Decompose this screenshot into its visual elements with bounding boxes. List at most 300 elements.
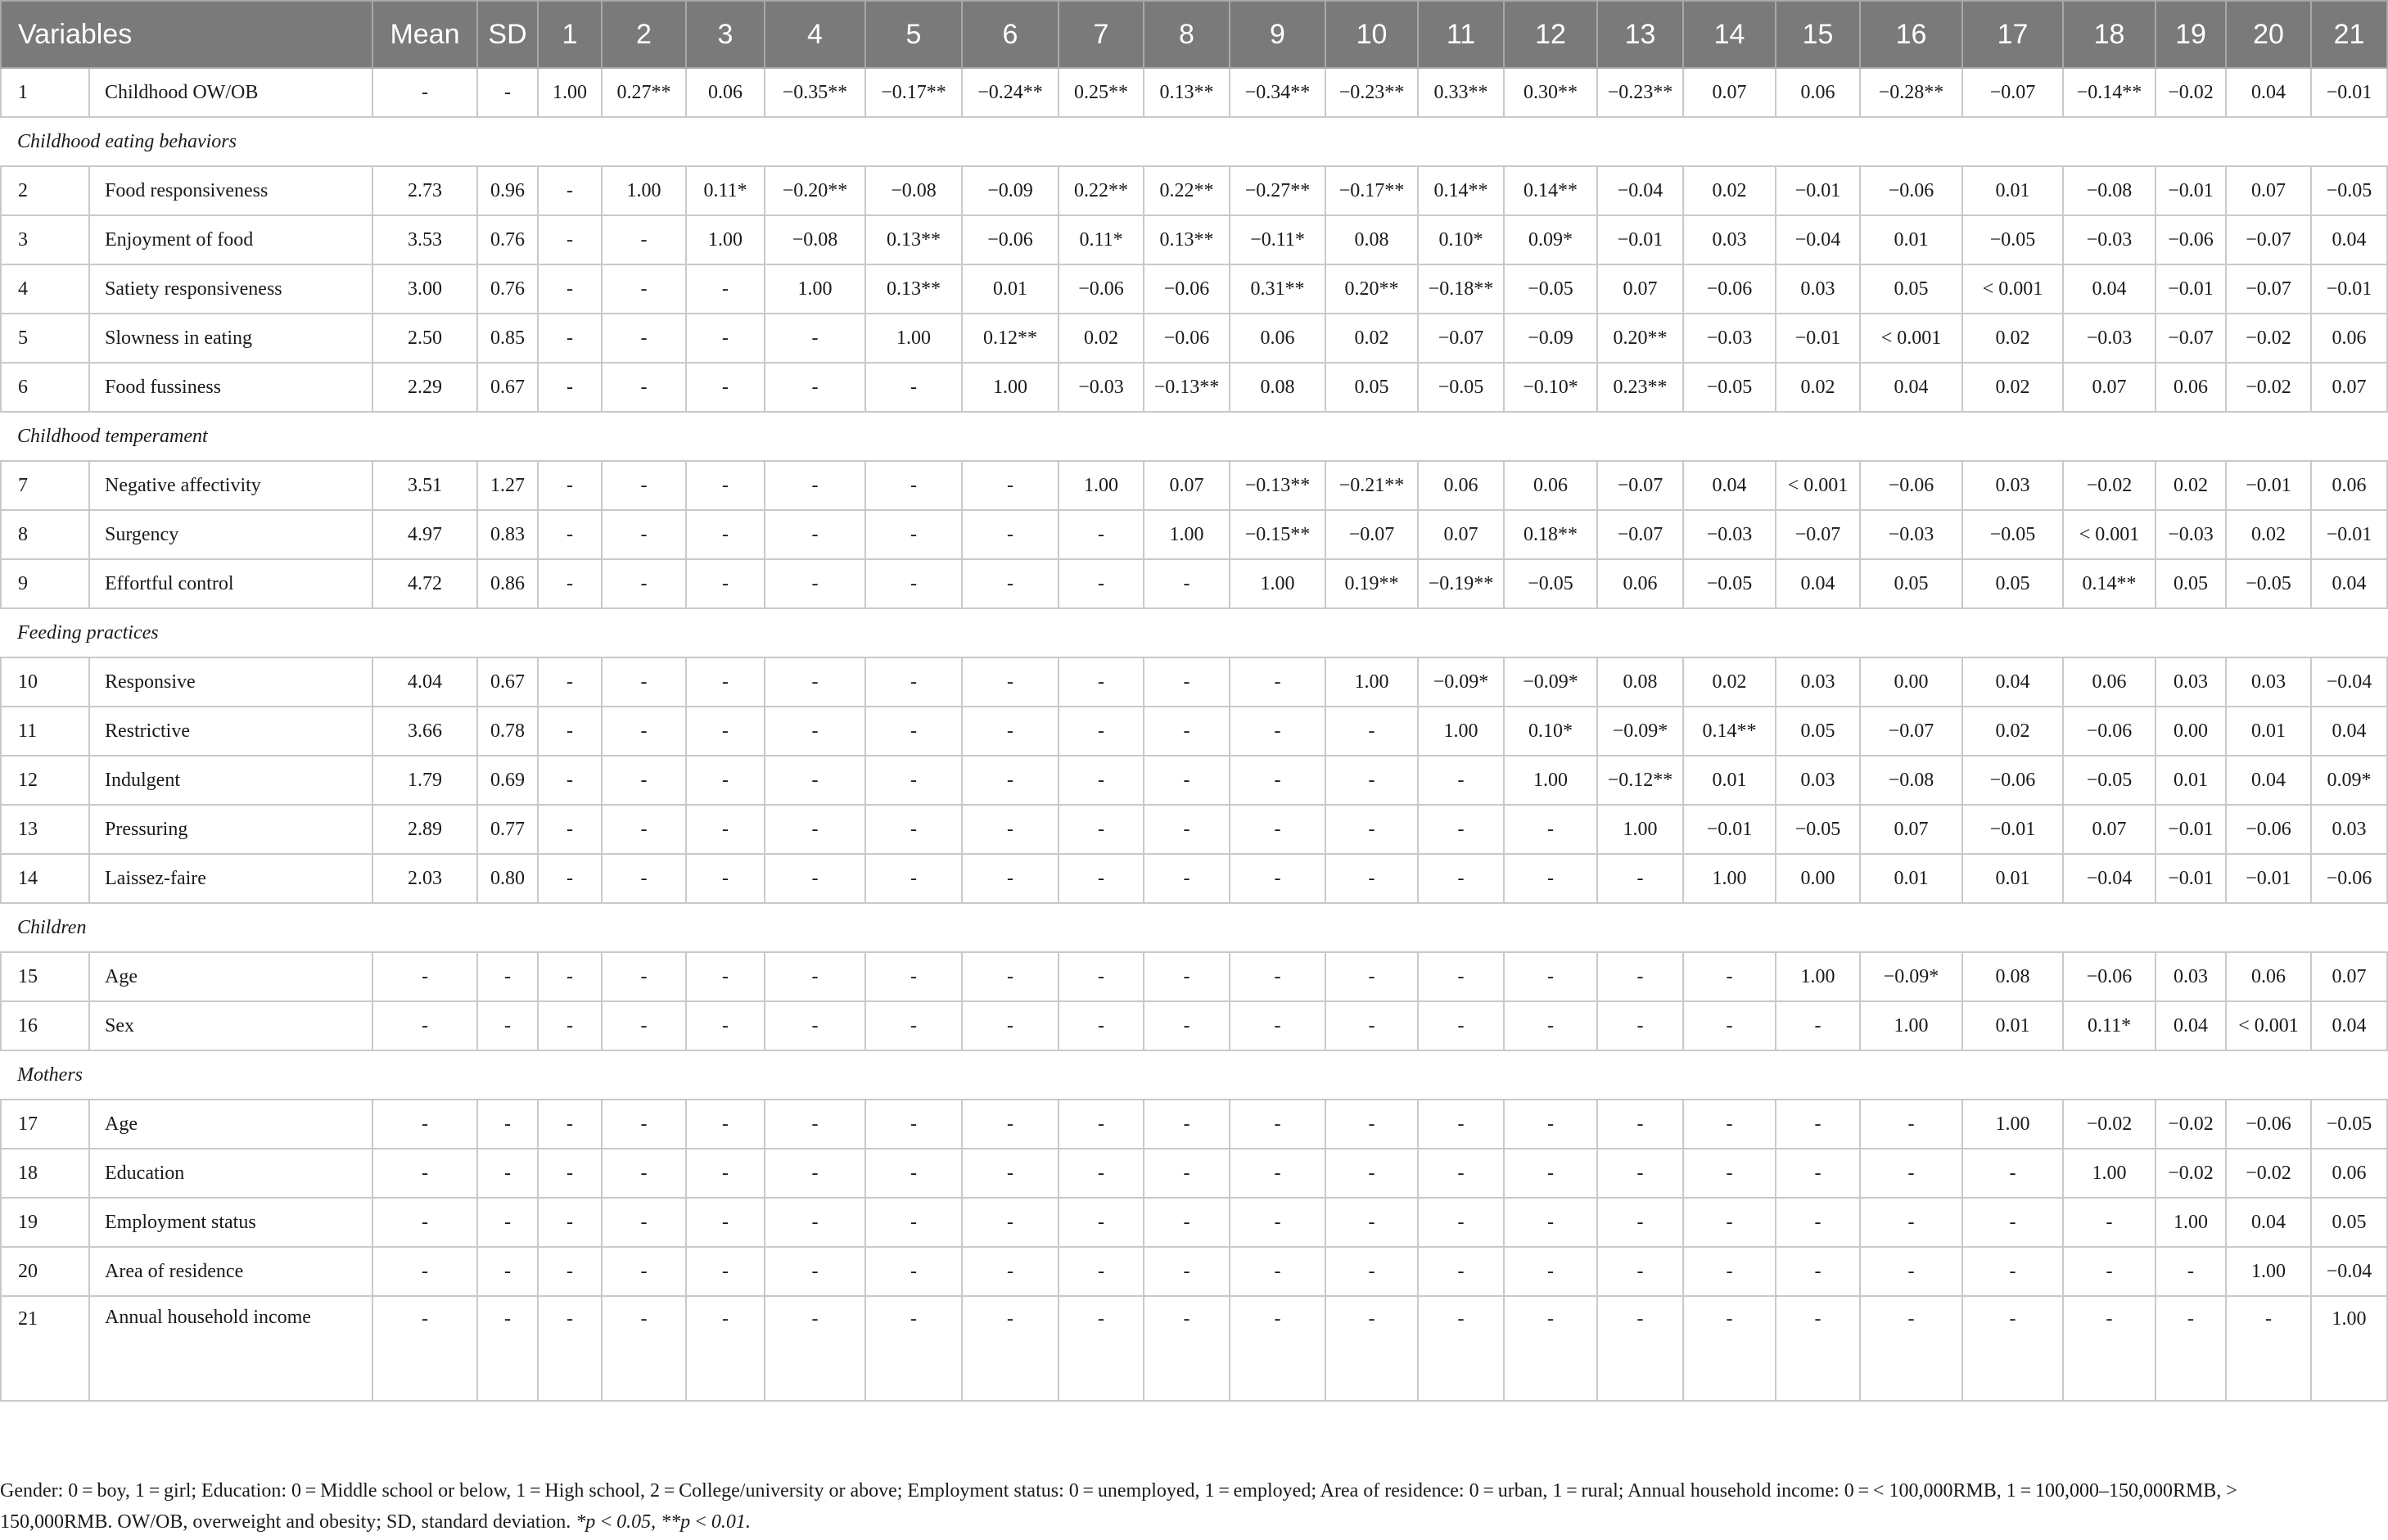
correlation-cell: - [686,1001,765,1050]
table-row [1,215,2387,264]
correlation-cell: - [962,756,1059,805]
sd-cell: 0.80 [477,854,538,903]
correlation-cell: 0.02 [1683,657,1776,707]
row-number: 2 [1,166,89,215]
row-number: 17 [1,1100,89,1149]
header-col-12: 12 [1504,1,1597,68]
table-row [1,1247,2387,1296]
correlation-cell: - [602,1198,686,1247]
correlation-cell: - [538,805,602,854]
header-col-3: 3 [686,1,765,68]
correlation-cell: −0.09 [962,166,1059,215]
correlation-cell: - [1776,1149,1860,1198]
correlation-cell: - [1230,756,1325,805]
header-col-8: 8 [1144,1,1230,68]
correlation-cell: - [1325,1296,1418,1401]
header-row [1,1,2387,68]
correlation-cell: - [1144,657,1230,707]
correlation-cell: 0.04 [2311,215,2387,264]
correlation-cell: - [1325,1247,1418,1296]
correlation-cell: - [1683,952,1776,1001]
correlation-cell: 1.00 [1504,756,1597,805]
correlation-cell: - [1776,1247,1860,1296]
section-heading-row [1,1050,2387,1100]
row-number: 7 [1,461,89,510]
sd-cell: - [477,68,538,117]
correlation-cell: 0.06 [2311,461,2387,510]
correlation-cell: −0.06 [1683,264,1776,314]
correlation-cell: 1.00 [1059,461,1144,510]
correlation-cell: - [1325,1149,1418,1198]
correlation-cell: - [962,854,1059,903]
correlation-cell: - [538,1296,602,1401]
correlation-cell: - [1776,1100,1860,1149]
correlation-cell: - [962,1100,1059,1149]
row-variable-label: Pressuring [89,805,372,854]
correlation-cell: 0.02 [1325,314,1418,363]
correlation-cell: - [1597,1296,1683,1401]
correlation-cell: - [962,510,1059,559]
table-row [1,510,2387,559]
sd-cell: 0.86 [477,559,538,608]
correlation-cell: −0.07 [2226,264,2311,314]
correlation-cell: - [962,657,1059,707]
correlation-cell: < 0.001 [2226,1001,2311,1050]
correlation-cell: −0.07 [1597,461,1683,510]
sd-cell: 0.76 [477,215,538,264]
correlation-cell: - [765,1149,865,1198]
table-row [1,68,2387,117]
correlation-cell: - [1230,657,1325,707]
correlation-cell: −0.01 [2311,68,2387,117]
correlation-cell: - [1418,854,1504,903]
correlation-cell: - [765,1001,865,1050]
correlation-cell: - [765,707,865,756]
correlation-cell: 0.13** [1144,68,1230,117]
row-number: 15 [1,952,89,1001]
correlation-cell: 0.06 [2063,657,2156,707]
correlation-cell: - [765,854,865,903]
row-number: 21 [1,1296,89,1401]
row-variable-label: Sex [89,1001,372,1050]
row-variable-label: Food responsiveness [89,166,372,215]
correlation-cell: - [538,363,602,412]
correlation-cell: 1.00 [1230,559,1325,608]
correlation-cell: - [1418,1100,1504,1149]
correlation-cell: - [1325,756,1418,805]
table-body [1,68,2387,1401]
correlation-cell: 0.01 [962,264,1059,314]
correlation-cell: - [1230,1100,1325,1149]
correlation-cell: - [1144,1247,1230,1296]
mean-cell: 2.29 [372,363,477,412]
correlation-cell: - [865,1247,962,1296]
header-col-20: 20 [2226,1,2311,68]
row-number: 20 [1,1247,89,1296]
correlation-cell: - [1597,1100,1683,1149]
section-heading-row [1,117,2387,166]
correlation-cell: < 0.001 [1962,264,2063,314]
correlation-cell: −0.06 [962,215,1059,264]
correlation-cell: - [1325,1100,1418,1149]
correlation-cell: 0.31** [1230,264,1325,314]
correlation-cell: - [1059,1247,1144,1296]
correlation-cell: 1.00 [962,363,1059,412]
section-heading-row [1,608,2387,657]
correlation-cell: 0.04 [2311,559,2387,608]
correlation-cell: −0.01 [1597,215,1683,264]
correlation-cell: - [1776,1296,1860,1401]
correlation-cell: - [538,1247,602,1296]
correlation-cell: - [602,314,686,363]
correlation-cell: −0.02 [2063,461,2156,510]
table-row [1,1001,2387,1050]
correlation-cell: 0.03 [1776,756,1860,805]
correlation-cell: - [686,952,765,1001]
correlation-cell: - [1860,1247,1962,1296]
correlation-cell: 0.08 [1962,952,2063,1001]
section-heading-row [1,412,2387,461]
correlation-cell: 0.01 [2156,756,2226,805]
correlation-cell: 0.06 [1418,461,1504,510]
correlation-cell: 0.01 [1962,1001,2063,1050]
correlation-cell: 0.11* [1059,215,1144,264]
correlation-cell: 0.13** [865,264,962,314]
correlation-cell: - [1683,1149,1776,1198]
correlation-cell: −0.13** [1230,461,1325,510]
correlation-cell: 0.06 [2156,363,2226,412]
table-row [1,264,2387,314]
mean-cell: 4.04 [372,657,477,707]
correlation-cell: - [765,756,865,805]
correlation-cell: −0.17** [865,68,962,117]
mean-cell: - [372,1100,477,1149]
correlation-cell: −0.06 [1059,264,1144,314]
correlation-cell: 1.00 [1597,805,1683,854]
correlation-cell: - [686,1198,765,1247]
correlation-cell: - [1144,854,1230,903]
correlation-cell: −0.06 [1860,461,1962,510]
correlation-cell: 0.22** [1059,166,1144,215]
correlation-cell: - [1325,1001,1418,1050]
correlation-cell: −0.08 [765,215,865,264]
row-variable-label: Food fussiness [89,363,372,412]
correlation-cell: - [865,461,962,510]
correlation-cell: −0.03 [2156,510,2226,559]
correlation-cell: −0.06 [1962,756,2063,805]
correlation-cell: - [1504,1100,1597,1149]
correlation-cell: - [1325,952,1418,1001]
correlation-cell: −0.01 [1683,805,1776,854]
correlation-cell: - [865,657,962,707]
correlation-cell: 0.25** [1059,68,1144,117]
correlation-cell: 1.00 [1144,510,1230,559]
correlation-cell: −0.04 [1776,215,1860,264]
correlation-cell: 0.00 [2156,707,2226,756]
correlation-cell: 0.06 [1776,68,1860,117]
correlation-cell: 0.06 [1597,559,1683,608]
correlation-cell: - [765,805,865,854]
correlation-cell: - [1597,952,1683,1001]
correlation-cell: - [602,1247,686,1296]
correlation-cell: 0.07 [2226,166,2311,215]
correlation-cell: 0.03 [1683,215,1776,264]
correlation-cell: 0.01 [1860,854,1962,903]
correlation-cell: - [1059,510,1144,559]
correlation-cell: −0.06 [2063,952,2156,1001]
correlation-cell: - [602,559,686,608]
correlation-cell: - [602,215,686,264]
correlation-cell: 1.00 [1418,707,1504,756]
correlation-cell: - [1230,854,1325,903]
correlation-cell: - [686,264,765,314]
correlation-cell: - [1962,1198,2063,1247]
correlation-cell: 0.10* [1504,707,1597,756]
correlation-cell: - [1144,707,1230,756]
row-variable-label: Childhood OW/OB [89,68,372,117]
correlation-cell: - [865,559,962,608]
correlation-cell: - [1860,1198,1962,1247]
correlation-cell: - [538,1100,602,1149]
correlation-cell: −0.01 [1776,314,1860,363]
correlation-cell: - [686,1100,765,1149]
header-col-11: 11 [1418,1,1504,68]
correlation-cell: - [1230,1149,1325,1198]
correlation-cell: 0.05 [1962,559,2063,608]
header-col-19: 19 [2156,1,2226,68]
correlation-cell: - [865,805,962,854]
correlation-cell: - [538,952,602,1001]
mean-cell: 2.03 [372,854,477,903]
correlation-cell: −0.07 [1962,68,2063,117]
correlation-cell: - [1325,854,1418,903]
correlation-cell: - [538,264,602,314]
table-row [1,854,2387,903]
correlation-cell: 0.02 [1962,363,2063,412]
table-row [1,756,2387,805]
correlation-cell: - [1144,1001,1230,1050]
correlation-cell: 0.01 [2226,707,2311,756]
correlation-cell: - [1325,805,1418,854]
correlation-cell: 0.08 [1325,215,1418,264]
correlation-cell: - [1683,1001,1776,1050]
header-col-10: 10 [1325,1,1418,68]
correlation-cell: - [1230,952,1325,1001]
sd-cell: 0.85 [477,314,538,363]
table-row [1,1100,2387,1149]
correlation-cell: −0.27** [1230,166,1325,215]
correlation-cell: −0.17** [1325,166,1418,215]
correlation-cell: −0.03 [1683,314,1776,363]
correlation-cell: - [538,1149,602,1198]
header-col-4: 4 [765,1,865,68]
correlation-cell: - [962,1001,1059,1050]
correlation-cell: - [1962,1296,2063,1401]
correlation-cell: 0.04 [2226,68,2311,117]
correlation-cell: - [686,854,765,903]
correlation-cell: - [1230,707,1325,756]
correlation-cell: - [1325,1198,1418,1247]
correlation-cell: - [1418,1296,1504,1401]
correlation-cell: −0.05 [1962,215,2063,264]
correlation-cell: 0.14** [2063,559,2156,608]
correlation-cell: - [686,461,765,510]
section-heading-row [1,903,2387,952]
correlation-cell: 1.00 [2156,1198,2226,1247]
correlation-cell: - [538,510,602,559]
row-number: 5 [1,314,89,363]
mean-cell: 3.00 [372,264,477,314]
table-row [1,559,2387,608]
correlation-cell: - [1504,1149,1597,1198]
correlation-cell: - [602,264,686,314]
correlation-cell: −0.02 [2156,1149,2226,1198]
correlation-cell: 0.08 [1230,363,1325,412]
header-col-2: 2 [602,1,686,68]
row-number: 3 [1,215,89,264]
correlation-cell: 0.03 [2226,657,2311,707]
sd-cell: - [477,1001,538,1050]
correlation-cell: 0.05 [2311,1198,2387,1247]
correlation-cell: 1.00 [602,166,686,215]
correlation-cell: −0.04 [1597,166,1683,215]
table-row [1,805,2387,854]
mean-cell: 4.72 [372,559,477,608]
correlation-cell: - [1418,805,1504,854]
correlation-cell: - [865,510,962,559]
correlation-cell: −0.09* [1860,952,1962,1001]
row-variable-label: Employment status [89,1198,372,1247]
correlation-cell: −0.05 [1776,805,1860,854]
correlation-cell: 0.12** [962,314,1059,363]
correlation-cell: 1.00 [2311,1296,2387,1401]
correlation-cell: - [865,756,962,805]
correlation-cell: −0.06 [2063,707,2156,756]
correlation-cell: −0.07 [2156,314,2226,363]
correlation-cell: 0.04 [1962,657,2063,707]
correlation-cell: 0.06 [1230,314,1325,363]
correlation-cell: - [1418,1149,1504,1198]
correlation-cell: - [538,756,602,805]
correlation-cell: - [865,1296,962,1401]
mean-cell: 2.89 [372,805,477,854]
correlation-cell: - [765,510,865,559]
correlation-cell: 0.08 [1597,657,1683,707]
correlation-cell: - [865,363,962,412]
correlation-cell: −0.06 [2226,805,2311,854]
correlation-cell: - [1683,1198,1776,1247]
correlation-cell: −0.02 [2226,363,2311,412]
correlation-cell: - [1144,756,1230,805]
correlation-cell: - [1860,1100,1962,1149]
mean-cell: 3.51 [372,461,477,510]
row-variable-label: Slowness in eating [89,314,372,363]
correlation-cell: −0.11* [1230,215,1325,264]
correlation-cell: - [2063,1296,2156,1401]
correlation-cell: - [1504,805,1597,854]
correlation-cell: 0.04 [2063,264,2156,314]
correlation-cell: - [1059,707,1144,756]
correlation-cell: −0.07 [1776,510,1860,559]
correlation-cell: - [1059,1001,1144,1050]
correlation-cell: 0.09* [1504,215,1597,264]
correlation-cell: - [1144,1198,1230,1247]
sd-cell: 0.69 [477,756,538,805]
correlation-cell: - [1504,1001,1597,1050]
correlation-cell: - [686,314,765,363]
correlation-cell: 0.06 [2311,314,2387,363]
correlation-cell: 0.05 [1860,264,1962,314]
correlation-cell: - [686,559,765,608]
correlation-cell: - [1144,805,1230,854]
row-number: 16 [1,1001,89,1050]
correlation-cell: 0.04 [1860,363,1962,412]
correlation-cell: −0.02 [2226,1149,2311,1198]
correlation-cell: - [1230,1247,1325,1296]
table-row [1,1149,2387,1198]
correlation-cell: 0.06 [2226,952,2311,1001]
correlation-cell: - [686,363,765,412]
correlation-cell: - [865,1100,962,1149]
correlation-cell: - [962,559,1059,608]
correlation-cell: 0.04 [2311,1001,2387,1050]
correlation-cell: 0.07 [1144,461,1230,510]
section-title: Children [1,903,2387,952]
correlation-cell: 0.04 [2226,756,2311,805]
footnote-p-double: **p < 0.01. [661,1511,751,1533]
row-variable-label: Effortful control [89,559,372,608]
row-number: 1 [1,68,89,117]
mean-cell: - [372,1247,477,1296]
correlation-cell: - [1230,1198,1325,1247]
correlation-cell: 0.07 [1860,805,1962,854]
correlation-cell: −0.01 [2156,264,2226,314]
correlation-cell: −0.04 [2311,1247,2387,1296]
mean-cell: 2.50 [372,314,477,363]
row-variable-label: Negative affectivity [89,461,372,510]
sd-cell: - [477,1100,538,1149]
sd-cell: 0.83 [477,510,538,559]
correlation-cell: - [1059,1296,1144,1401]
correlation-cell: 1.00 [1962,1100,2063,1149]
correlation-cell: 0.07 [2063,805,2156,854]
correlation-cell: - [1144,952,1230,1001]
correlation-cell: - [686,1247,765,1296]
correlation-cell: - [1776,1198,1860,1247]
correlation-cell: - [1504,854,1597,903]
correlation-cell: 0.03 [2156,952,2226,1001]
correlation-cell: - [1418,952,1504,1001]
correlation-cell: - [1683,1296,1776,1401]
correlation-cell: 0.05 [1325,363,1418,412]
correlation-cell: - [602,952,686,1001]
correlation-cell: 0.14** [1418,166,1504,215]
footnote-p-single: *p < 0.05, [576,1511,657,1533]
correlation-cell: - [962,707,1059,756]
row-number: 14 [1,854,89,903]
correlation-cell: 0.20** [1597,314,1683,363]
section-title: Feeding practices [1,608,2387,657]
correlation-cell: 0.02 [1776,363,1860,412]
correlation-cell: < 0.001 [2063,510,2156,559]
correlation-cell: - [686,756,765,805]
correlation-cell: −0.08 [2063,166,2156,215]
correlation-cell: 1.00 [1325,657,1418,707]
row-number: 12 [1,756,89,805]
correlation-cell: 0.01 [1860,215,1962,264]
correlation-cell: 0.07 [1597,264,1683,314]
correlation-cell: - [1860,1149,1962,1198]
